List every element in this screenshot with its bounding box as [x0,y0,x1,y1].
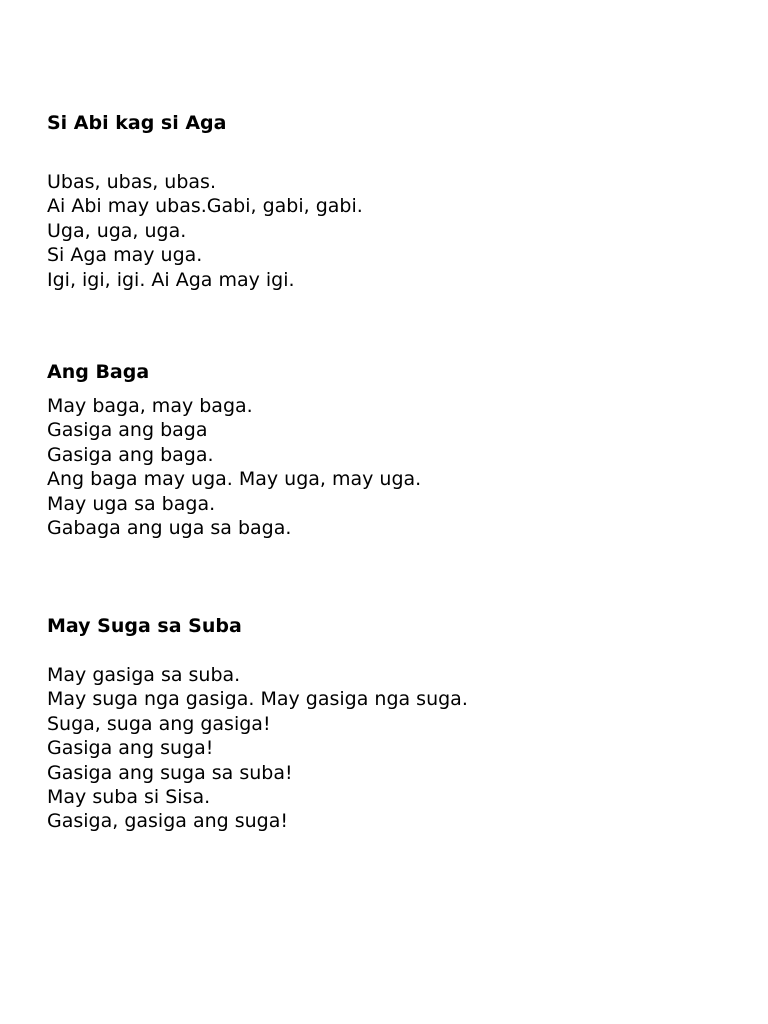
story-line: May baga, may baga. [47,395,253,417]
story-line: May suba si Sisa. [47,786,211,809]
story-line: May suga nga gasiga. May gasiga nga suga. [47,688,468,711]
story-line: Gasiga ang suga sa suba! [47,761,293,784]
story-line: Gasiga ang suga! [47,737,214,760]
story-text [47,170,727,292]
story-section [47,111,727,292]
story-title: Ang Baga [47,361,150,383]
story-text [47,663,727,834]
story-line: Igi, igi, igi. Ai Aga may igi. [47,268,295,291]
story-section [47,360,727,540]
story-line: May uga sa baga. [47,492,216,515]
story-line: Gasiga ang baga. [47,443,214,466]
story-line: Gasiga, gasiga ang suga! [47,810,288,833]
story-line: Ai Abi may ubas.Gabi, gabi, gabi. [47,195,363,218]
story-line: Ang baga may uga. May uga, may uga. [47,468,422,491]
story-line: Gasiga ang baga [47,419,208,442]
story-line: Gabaga ang uga sa baga. [47,517,292,540]
story-title: Si Abi kag si Aga [47,112,227,134]
story-line: May gasiga sa suba. [47,664,241,686]
story-line: Si Aga may uga. [47,244,203,267]
story-line: Ubas, ubas, ubas. [47,171,216,193]
story-line: Suga, suga ang gasiga! [47,712,271,735]
story-section [47,614,727,834]
story-text [47,394,727,540]
story-title: May Suga sa Suba [47,615,242,637]
story-line: Uga, uga, uga. [47,219,187,242]
